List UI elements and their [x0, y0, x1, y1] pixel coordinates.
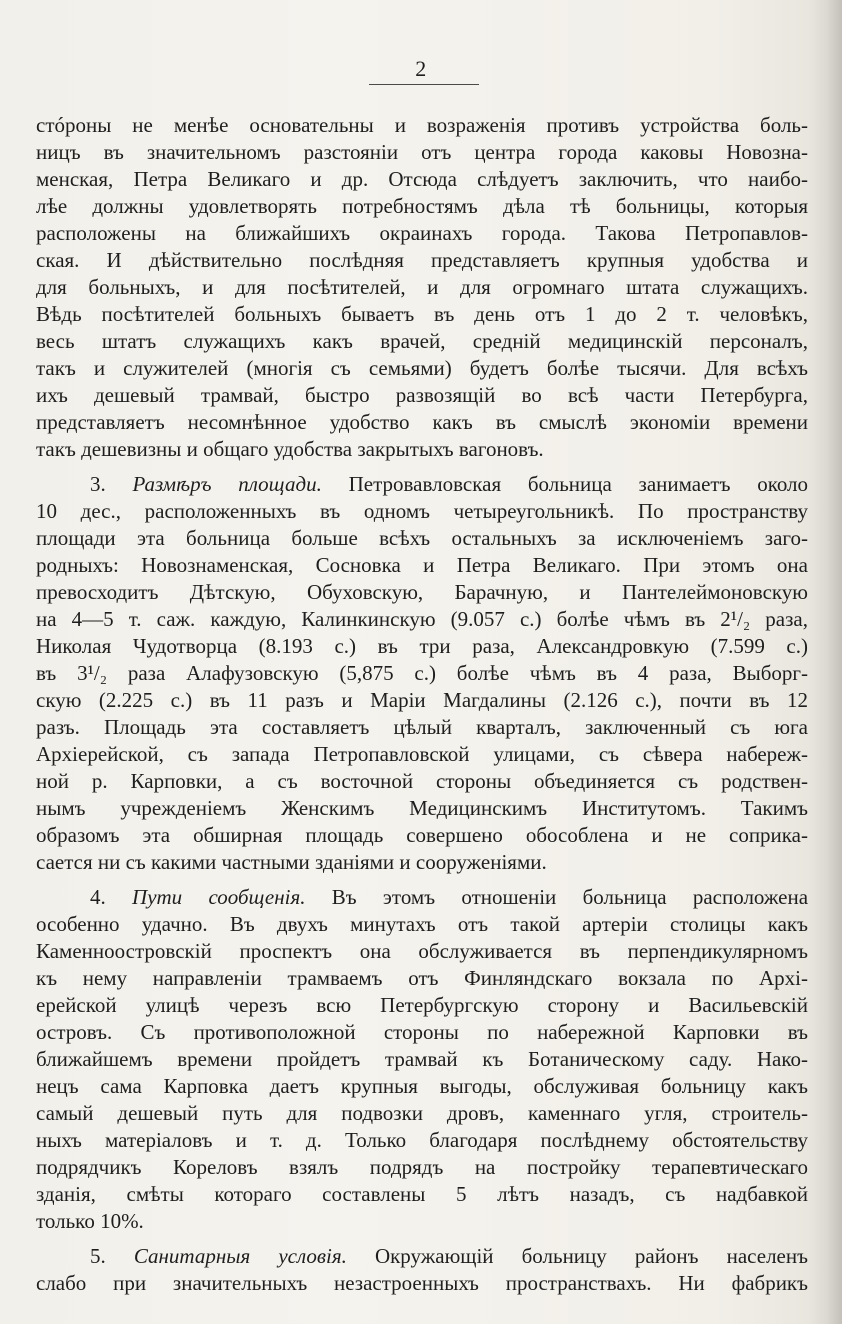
section-heading: Размѣръ площади. — [132, 472, 322, 496]
body-text — [36, 112, 808, 1297]
text-line: скую (2.225 с.) въ 11 разъ и Маріи Магдалины (2.126 с.), почти въ 12 — [36, 688, 808, 712]
text-line: нымъ учрежденіемъ Женскимъ Медицинскимъ Институтомъ. Такимъ — [36, 796, 808, 820]
text-line: ной р. Карповки, а съ восточной стороны объединяется съ родствен- — [36, 769, 808, 793]
text-line: такъ дешевизны и общаго удобства закрытыхъ вагоновъ. — [36, 437, 544, 461]
text-line: ницъ въ значительномъ разстояніи отъ центра города каковы Новозна- — [36, 140, 808, 164]
text-line: лѣе должны удовлетворять потребностямъ дѣла тѣ больницы, которыя — [36, 194, 808, 218]
text-line: Каменноостровскій проспектъ она обслуживается въ перпендикулярномъ — [36, 939, 808, 963]
text-line: сается ни съ какими частными зданіями и сооруженіями. — [36, 850, 547, 874]
section-number: 5. — [90, 1244, 106, 1268]
paragraph-gap — [36, 876, 808, 884]
section-heading: Санитарныя условія. — [133, 1244, 347, 1268]
text-line: Николая Чудотворца (8.193 с.) въ три раза, Александровкую (7.599 с.) — [36, 634, 808, 658]
text-line: особенно удачно. Въ двухъ минутахъ отъ такой артеріи столицы какъ — [36, 912, 808, 936]
text-line: подрядчикъ Кореловъ взялъ подрядъ на постройку терапевтическаго — [36, 1155, 808, 1179]
page-number-rule — [369, 84, 479, 85]
text-line: для больныхъ, и для посѣтителей, и для огромнаго штата служащихъ. — [36, 275, 808, 299]
text-line: островъ. Съ противоположной стороны по набережной Карповки въ — [36, 1020, 808, 1044]
text-line: представляетъ несомнѣнное удобство какъ въ смыслѣ экономіи времени — [36, 410, 808, 434]
first-line-text: Въ этомъ отношеніи больница расположена — [331, 885, 809, 909]
first-line-text: Окружающій больницу районъ населенъ — [374, 1244, 808, 1268]
paragraph-gap — [36, 463, 808, 471]
text-line: стóроны не менѣе основательны и возраженія противъ устройства боль- — [36, 113, 808, 137]
text-line: Архіерейской, съ запада Петропавловской улицами, съ сѣвера набереж- — [36, 742, 808, 766]
paragraph-first-line — [36, 884, 808, 911]
paragraph-gap — [36, 1235, 808, 1243]
paragraph-first-line — [36, 1243, 808, 1270]
page-number: 2 — [415, 56, 427, 81]
text-line: менская, Петра Великаго и др. Отсюда слѣдуетъ заключить, что наибо- — [36, 167, 808, 191]
text-line: такъ и служителей (многія съ семьями) будетъ болѣе тысячи. Для всѣхъ — [36, 356, 808, 380]
text-line: слабо при значительныхъ незастроенныхъ пространствахъ. Ни фабрикъ — [36, 1271, 808, 1295]
section-number: 4. — [90, 885, 106, 909]
page-gutter-shadow — [808, 0, 842, 1324]
text-line: нецъ сама Карповка даетъ крупныя выгоды, обслуживая больницу какъ — [36, 1074, 808, 1098]
section-number: 3. — [90, 472, 106, 496]
text-line: Вѣдь посѣтителей больныхъ бываетъ въ день отъ 1 до 2 т. человѣкъ, — [36, 302, 808, 326]
text-line: ближайшемъ времени пройдетъ трамвай къ Ботаническому саду. Нако- — [36, 1047, 808, 1071]
text-line: на 4—5 т. саж. каждую, Калинкинскую (9.057 с.) болѣе чѣмъ въ 2¹/₂ раза, — [36, 607, 808, 631]
text-line: весь штатъ служащихъ какъ врачей, средній медицинскій персоналъ, — [36, 329, 808, 353]
section-heading: Пути сообщенія. — [132, 885, 306, 909]
text-line: зданія, смѣты котораго составлены 5 лѣтъ назадъ, съ надбавкой — [36, 1182, 808, 1206]
text-line: только 10%. — [36, 1209, 144, 1233]
text-line: ныхъ матеріаловъ и т. д. Только благодаря послѣднему обстоятельству — [36, 1128, 808, 1152]
paragraph-hospital-location — [36, 112, 808, 463]
paragraph-first-line — [36, 471, 808, 498]
text-line: разъ. Площадь эта составляетъ цѣлый кварталъ, заключенный съ юга — [36, 715, 808, 739]
text-line: ская. И дѣйствительно послѣдняя представляетъ крупныя удобства и — [36, 248, 808, 272]
text-line: въ 3¹/₂ раза Алафузовскую (5,875 с.) болѣе чѣмъ въ 4 раза, Выборг- — [36, 661, 808, 685]
text-line: 10 дес., расположенныхъ въ одномъ четыреугольникѣ. По пространству — [36, 499, 808, 523]
text-line: ихъ дешевый трамвай, быстро развозящій во всѣ части Петербурга, — [36, 383, 808, 407]
text-line: площади эта больница больше всѣхъ остальныхъ за исключеніемъ заго- — [36, 526, 808, 550]
paragraph-sanitary-conditions — [36, 1243, 808, 1297]
text-line: превосходитъ Дѣтскую, Обуховскую, Барачную, и Пантелеймоновскую — [36, 580, 808, 604]
text-line: къ нему направленіи трамваемъ отъ Финляндскаго вокзала по Архі- — [36, 966, 808, 990]
text-line: родныхъ: Новознаменская, Сосновка и Петра Великаго. При этомъ она — [36, 553, 808, 577]
text-line: самый дешевый путь для подвозки дровъ, каменнаго угля, строитель- — [36, 1101, 808, 1125]
paragraph-area-size — [36, 471, 808, 876]
paragraph-transport-routes — [36, 884, 808, 1235]
text-line: ерейской улицѣ черезъ всю Петербургскую сторону и Васильевскій — [36, 993, 808, 1017]
first-line-text: Петровавловская больница занимаетъ около — [348, 472, 809, 496]
text-line: расположены на ближайшихъ окраинахъ города. Такова Петропавлов- — [36, 221, 808, 245]
text-line: образомъ эта обширная площадь совершено обособлена и не соприка- — [36, 823, 808, 847]
